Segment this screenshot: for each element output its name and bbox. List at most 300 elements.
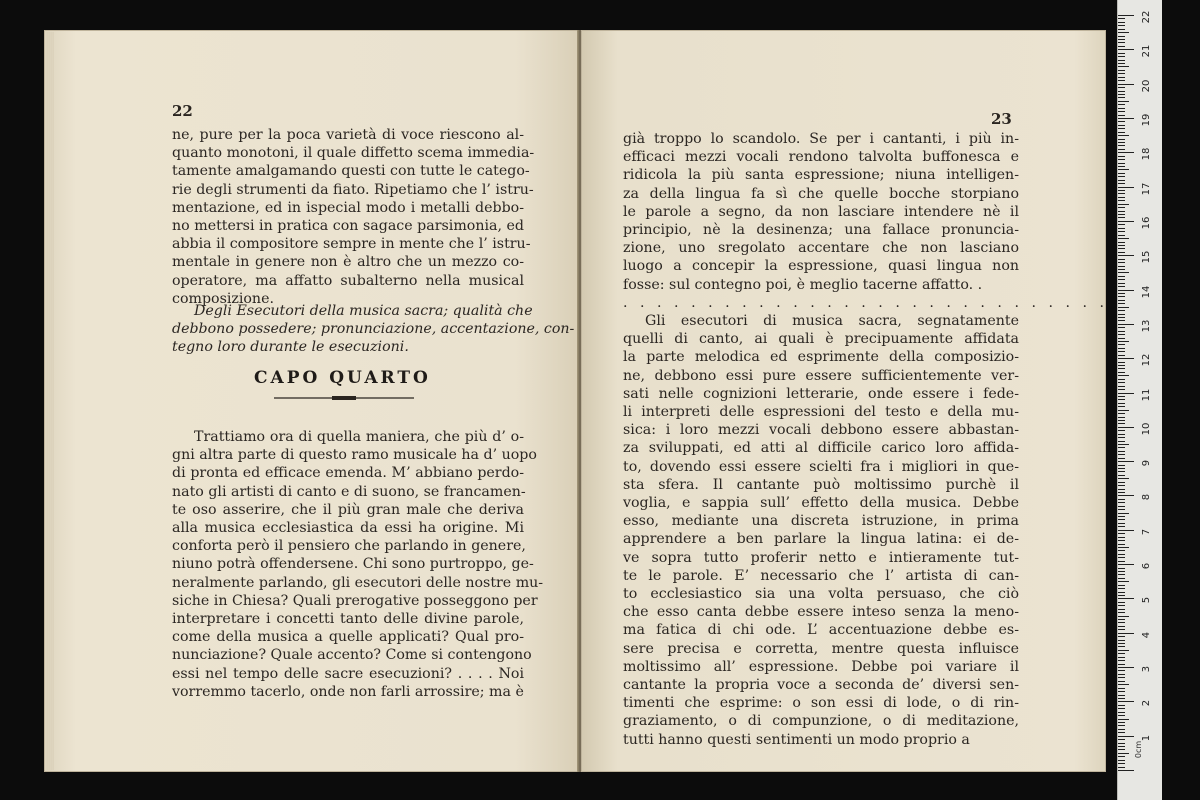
text-line: quelli di canto, ai quali è precipuamente affidata [623,331,1019,348]
ruler-tick [1118,70,1125,71]
ruler-tick [1118,626,1125,627]
ruler-tick [1118,200,1125,201]
ruler-tick [1118,581,1129,582]
ruler-label: 12 [1141,353,1152,367]
ruler-tick [1118,437,1125,438]
ruler-tick [1118,598,1134,599]
ruler-tick [1118,767,1125,768]
text-line: gni altra parte di questo ramo musicale ha d’ uopo [172,447,537,464]
ruler-tick [1118,643,1125,644]
ruler-label: 22 [1141,10,1152,24]
text-line: cantante la propria voce a seconda de’ diversi sen- [623,677,1019,694]
ruler-tick [1118,585,1125,586]
ruler-tick [1118,242,1125,243]
ruler-tick [1118,499,1125,500]
text-line: ne, pure per la poca varietà di voce riescono al- [172,127,524,143]
ruler-tick [1118,248,1125,249]
ruler-tick [1118,46,1125,47]
ruler-tick [1118,465,1125,466]
ruler-tick [1118,115,1125,116]
ruler-tick [1118,485,1125,486]
text-line: già troppo lo scandolo. Se per i cantanti, i più in- [623,131,1019,147]
ruler-tick [1118,362,1125,363]
ruler-tick [1118,523,1125,524]
ruler-tick [1118,564,1134,565]
summary-line: debbono possedere; pronunciazione, accentazione, con- [172,321,575,338]
ruler-tick [1118,389,1125,390]
ruler-tick [1118,719,1129,720]
ruler-label: 18 [1141,147,1152,161]
ruler-tick [1118,513,1129,514]
ruler-tick [1118,533,1125,534]
ruler-tick [1118,698,1125,699]
ruler-tick [1118,519,1125,520]
ruler-tick [1118,736,1134,737]
ruler-tick [1118,537,1125,538]
text-line: luogo a concepir la espressione, quasi lingua non [623,258,1019,275]
ruler-tick [1118,561,1125,562]
ruler-tick [1118,348,1125,349]
ruler-tick [1118,629,1125,630]
ruler-label: 11 [1141,388,1152,401]
ruler-tick [1118,550,1125,551]
ruler-label: 13 [1141,319,1152,333]
text-line: zione, uno sregolato accentare che non lasciano [623,240,1019,257]
text-line: le parole a segno, da non lasciare intendere nè il [623,203,1019,220]
ruler-tick [1118,444,1129,445]
ruler-tick [1118,420,1125,421]
ornament-divider [274,395,414,401]
text-line: essi nel tempo delle sacre esecuzioni? . . . . Noi [172,665,524,682]
text-line: graziamento, o di compunzione, o di meditazione, [623,713,1019,730]
ruler-tick [1118,670,1125,671]
ruler-tick [1118,91,1125,92]
ruler-tick [1118,231,1125,232]
ruler-tick [1118,73,1125,74]
ruler-tick [1118,417,1125,418]
ruler-tick [1118,217,1125,218]
ruler-tick [1118,25,1125,26]
ellipsis-dots: . . . . . . . . . . . . . . . . . . . . . . . . . . . . . [623,295,1109,311]
ruler-tick [1118,303,1125,304]
ruler-tick [1118,77,1125,78]
ruler-tick [1118,458,1125,459]
ruler-tick [1118,399,1125,400]
ruler-tick [1118,125,1125,126]
ruler-label: 3 [1141,665,1152,673]
text-line: esso, mediante una discreta istruzione, in prima [623,513,1019,530]
ruler-tick [1118,121,1125,122]
ruler-tick [1118,228,1125,229]
page-edge [46,32,54,770]
left-paragraph-1 [172,126,535,308]
ruler-tick [1118,259,1125,260]
ruler-tick [1118,36,1125,37]
ruler-tick [1118,688,1125,689]
ruler-tick [1118,375,1129,376]
ruler-tick [1118,482,1125,483]
ruler-tick [1118,695,1125,696]
ruler-tick [1118,279,1125,280]
text-line: tutti hanno questi sentimenti un modo proprio a [623,731,970,748]
ruler-tick [1118,530,1134,531]
ruler-label: 2 [1141,700,1152,707]
ruler-tick [1118,691,1125,692]
ruler-tick [1118,382,1125,383]
text-line: la parte melodica ed esprimente della composizio- [623,349,1019,366]
ruler-tick [1118,447,1125,448]
right-paragraph-1 [623,130,1019,294]
text-line: fosse: sul contegno poi, è meglio tacerne affatto. . [623,276,983,293]
ruler-tick [1118,176,1125,177]
ruler-tick [1118,749,1125,750]
text-line: nunciazione? Quale accento? Come si contengono [172,647,532,664]
ruler-tick [1118,756,1125,757]
ruler-tick [1118,84,1134,85]
ruler-tick [1118,152,1134,153]
ruler-tick [1118,262,1125,263]
text-line: Gli esecutori di musica sacra, segnatamente [645,313,1019,329]
ruler-unit: 0cm [1134,740,1144,759]
ruler-tick [1118,588,1125,589]
ruler-tick [1118,296,1125,297]
ruler-tick [1118,650,1129,651]
ruler-tick [1118,163,1125,164]
ruler-tick [1118,509,1125,510]
text-line: voglia, e sappia sull’ effetto della musica. Debbe [623,495,1019,512]
text-line: to, dovendo essi essere scielti fra i migliori in que- [623,458,1019,475]
ruler-tick [1118,674,1125,675]
ruler-tick [1118,653,1125,654]
ruler-tick [1118,492,1125,493]
text-line: mentazione, ed in ispecial modo i metalli debbo- [172,199,524,216]
ruler-tick [1118,646,1125,647]
ruler-tick [1118,636,1125,637]
ruler-label: 8 [1141,494,1152,501]
ruler-tick [1118,372,1125,373]
ruler-tick [1118,183,1125,184]
ruler-tick [1118,221,1134,222]
ruler-tick [1118,743,1125,744]
ruler-tick [1118,701,1134,702]
ruler-tick [1118,633,1134,634]
ruler-label: 9 [1141,459,1152,467]
text-line: ridicola la più santa espressione; niuna intelligen- [623,167,1019,184]
text-line: tamente amalgamando questi con tutte le catego- [172,163,530,180]
text-line: che esso canta debbe essere inteso senza la meno- [623,604,1019,621]
ruler-tick [1118,29,1125,30]
text-line: vorremmo tacerlo, onde non farli arrossire; ma è [172,683,524,700]
ruler-tick [1118,327,1125,328]
ruler-tick [1118,245,1125,246]
ruler-tick [1118,94,1125,95]
ruler-tick [1118,712,1125,713]
text-line: rie degli strumenti da fiato. Ripetiamo che l’ istru- [172,181,534,198]
ruler-tick [1118,660,1125,661]
ruler-label: 15 [1141,250,1152,264]
ruler-tick [1118,276,1125,277]
ruler-label: 16 [1141,216,1152,230]
text-line: siche in Chiesa? Quali prerogative posseggono per [172,592,538,609]
text-line: no mettersi in pratica con sagace parsimonia, ed [172,218,524,235]
ruler-tick [1118,187,1134,188]
ruler-tick [1118,324,1134,325]
ruler-tick [1118,681,1125,682]
ruler-tick [1118,722,1125,723]
ruler-tick [1118,310,1125,311]
ruler-tick [1118,732,1125,733]
text-line: te le parole. E’ necessario che l’ artista di can- [623,567,1019,584]
ruler-tick [1118,495,1134,496]
ruler-tick [1118,193,1125,194]
ruler-tick [1118,657,1125,658]
ruler-tick [1118,619,1125,620]
ruler-tick [1118,454,1125,455]
text-line: neralmente parlando, gli esecutori delle nostre mu- [172,574,544,591]
ruler-label: 21 [1141,44,1152,58]
ruler-tick [1118,132,1125,133]
ruler-tick [1118,314,1125,315]
ruler-tick [1118,266,1125,267]
left-paragraph-2 [172,428,544,701]
ruler-label: 1 [1141,734,1152,741]
ruler-tick [1118,568,1125,569]
ruler-tick [1118,379,1125,380]
ruler-tick [1118,255,1134,256]
ruler-tick [1118,169,1129,170]
chapter-summary [172,302,575,357]
ruler-tick [1118,49,1134,50]
ruler-tick [1118,753,1129,754]
ruler-tick [1118,293,1125,294]
ruler-tick [1118,180,1125,181]
text-line: nato gli artisti di canto e di suono, se francamen- [172,483,526,500]
ruler-tick [1118,441,1125,442]
ruler-tick [1118,605,1125,606]
ruler-tick [1118,386,1125,387]
ruler-tick [1118,204,1129,205]
ruler-tick [1118,468,1125,469]
text-line: niuno potrà offendersene. Chi sono purtroppo, ge- [172,556,534,573]
text-line: moltissimo all’ espressione. Debbe poi variare il [623,658,1019,675]
text-line: di pronta ed efficace emenda. M’ abbiano perdo- [172,465,524,482]
ruler-tick [1118,475,1125,476]
text-line: ne, debbono essi pure essere sufficientemente ver- [623,367,1019,384]
ruler-tick [1118,235,1125,236]
ruler-tick [1118,18,1125,19]
ruler-tick [1118,684,1129,685]
ruler-tick [1118,461,1134,462]
ruler-tick [1118,430,1125,431]
ruler-tick [1118,677,1125,678]
ruler-tick [1118,166,1125,167]
ruler-tick [1118,410,1129,411]
ruler-tick [1118,434,1125,435]
text-line: sica: i loro mezzi vocali debbono essere abbastan- [623,422,1019,439]
ruler-tick [1118,42,1125,43]
ruler-tick [1118,368,1125,369]
ruler-label: 20 [1141,79,1152,92]
ruler-tick [1118,516,1125,517]
ruler-tick [1118,145,1125,146]
ruler-tick [1118,595,1125,596]
ruler-tick [1118,413,1125,414]
text-line: za sviluppati, ed atti al difficile carico loro affida- [623,440,1019,457]
ruler-tick [1118,334,1125,335]
ruler-tick [1118,557,1125,558]
ruler-label: 14 [1141,285,1152,298]
ruler-tick [1118,142,1125,143]
ruler-tick [1118,63,1125,64]
ruler-tick [1118,87,1125,88]
ruler-tick [1118,358,1134,359]
ruler-tick [1118,207,1125,208]
ruler-tick [1118,300,1125,301]
ruler-tick [1118,283,1125,284]
text-line: Trattiamo ora di quella maniera, che più d’ o- [194,429,524,445]
text-line: timenti che esprime: o son essi di lode, o di rin- [623,695,1019,712]
ruler-tick [1118,715,1125,716]
ruler-tick [1118,602,1125,603]
ruler-tick [1118,272,1129,273]
text-line: efficaci mezzi vocali rendono talvolta buffonesca e [623,149,1019,166]
ruler-tick [1118,616,1129,617]
ruler-tick [1118,97,1125,98]
ruler-tick [1118,269,1125,270]
ruler-tick [1118,135,1129,136]
ruler-tick [1118,739,1125,740]
ruler-label: 17 [1141,182,1152,195]
ruler-tick [1118,729,1125,730]
ruler-tick [1118,156,1125,157]
right-page-number: 23 [991,110,1012,128]
ruler-tick [1118,705,1125,706]
open-book [44,30,1109,772]
chapter-title: CAPO QUARTO [254,368,431,388]
ruler-tick [1118,317,1125,318]
summary-line: Degli Esecutori della musica sacra; qualità che [194,303,533,319]
right-paragraph-2 [623,312,1019,749]
ruler-tick [1118,489,1125,490]
ruler-tick [1118,554,1125,555]
ruler-tick [1118,108,1125,109]
text-line: alla musica ecclesiastica da essi ha origine. Mi [172,520,524,537]
ruler-tick [1118,396,1125,397]
ruler-tick [1118,506,1125,507]
text-line: sere precisa e corretta, mentre questa influisce [623,640,1019,657]
ruler-label: 7 [1141,528,1152,535]
ruler-tick [1118,592,1125,593]
ruler-tick [1118,197,1125,198]
ruler-tick [1118,746,1125,747]
text-line: za della lingua fa sì che quelle bocche storpiano [623,185,1019,202]
ruler-tick [1118,544,1125,545]
text-line: apprendere a ben parlare la lingua latina: ei de- [623,531,1019,548]
ruler-tick [1118,708,1125,709]
text-line: ma fatica di chi ode. L’ accentuazione debbe es- [623,622,1019,639]
ruler-tick [1118,307,1129,308]
ruler-tick [1118,667,1134,668]
ruler-tick [1118,15,1134,16]
ruler-tick [1118,640,1125,641]
ruler-tick [1118,478,1129,479]
ruler-tick [1118,104,1125,105]
ruler-tick [1118,760,1125,761]
ruler-tick [1118,214,1125,215]
ruler-tick [1118,571,1125,572]
ruler-tick [1118,149,1125,150]
ruler-tick [1118,66,1129,67]
text-line: composizione. [172,290,274,307]
ruler-tick [1118,190,1125,191]
ruler-tick [1118,173,1125,174]
ruler-tick [1118,403,1125,404]
text-line: mentale in genere non è altro che un mezzo co- [172,254,524,271]
ruler-tick [1118,609,1125,610]
ruler-tick [1118,238,1129,239]
ruler-tick [1118,286,1125,287]
ruler-tick [1118,612,1125,613]
ruler-tick [1118,53,1125,54]
ruler-tick [1118,341,1129,342]
ruler-tick [1118,252,1125,253]
ruler-tick [1118,111,1125,112]
text-line: operatore, ma affatto subalterno nella musical [172,272,524,289]
ruler-tick [1118,406,1125,407]
text-line: principio, nè la desinenza; una fallace pronuncia- [623,222,1019,239]
text-line: come della musica a quelle applicati? Qual pro- [172,629,524,646]
ruler-tick [1118,32,1129,33]
text-line: abbia il compositore sempre in mente che l’ istru- [172,236,531,253]
summary-line: tegno loro durante le esecuzioni. [172,339,409,356]
ruler-tick [1118,139,1125,140]
ruler-tick [1118,547,1129,548]
text-line: to ecclesiastico sia una volta persuaso, che ciò [623,586,1019,603]
ruler-tick [1118,664,1125,665]
ruler-label: 10 [1141,422,1152,436]
ruler-label: 6 [1141,562,1152,570]
ruler-tick [1118,763,1125,764]
ruler-tick [1118,526,1125,527]
ruler-tick [1118,320,1125,321]
ruler-tick [1118,159,1125,160]
text-line: li interpreti delle espressioni del testo e della mu- [623,404,1019,421]
text-line: sati nelle cognizioni letterarie, onde essere i fede- [623,385,1019,402]
ruler-tick [1118,471,1125,472]
ruler-tick [1118,22,1125,23]
ruler-tick [1118,540,1125,541]
text-line: quanto monotoni, il quale diffetto scema immedia- [172,145,535,162]
ruler-tick [1118,80,1125,81]
ruler-tick [1118,427,1134,428]
ruler-tick [1118,770,1134,771]
ruler-tick [1118,118,1134,119]
ruler-tick [1118,101,1129,102]
ruler-tick [1118,355,1125,356]
ruler-tick [1118,725,1125,726]
ruler-tick [1118,451,1125,452]
ruler-tick [1118,224,1125,225]
right-page [581,30,1109,772]
text-line: ve sopra tutto proferir netto e intieramente tut- [623,549,1019,566]
ruler-tick [1118,423,1125,424]
ruler-tick [1118,502,1125,503]
text-line: sta sfera. Il cantante può moltissimo purchè il [623,476,1019,493]
text-line: te oso asserire, che il più gran male che deriva [172,501,524,518]
ruler-label: 19 [1141,113,1152,127]
ruler-tick [1118,351,1125,352]
text-line: conforta però il pensiero che parlando in genere, [172,538,526,555]
